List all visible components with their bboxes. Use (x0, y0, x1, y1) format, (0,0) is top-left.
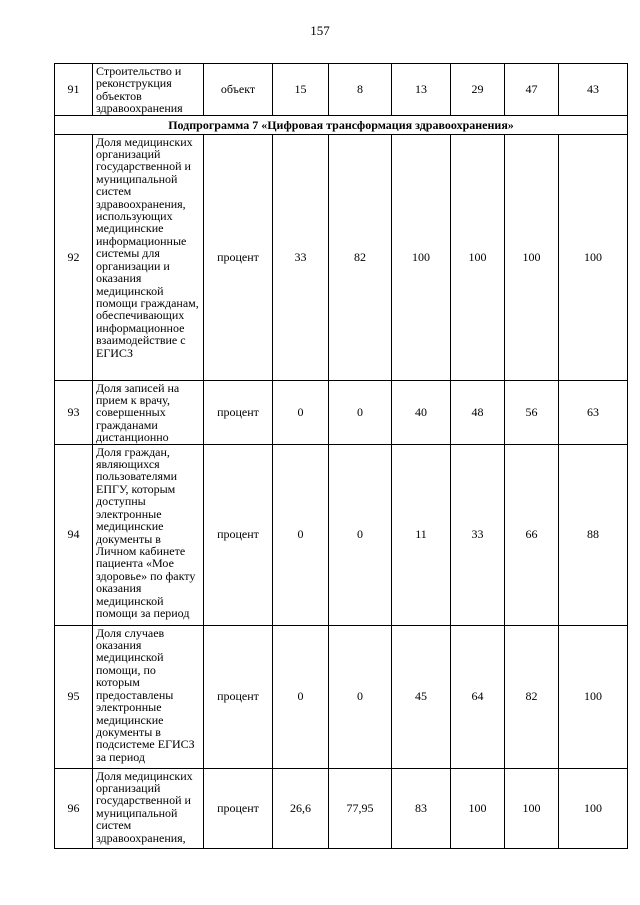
value-cell: 13 (392, 64, 451, 116)
value-cell: 100 (505, 134, 559, 380)
row-number: 94 (55, 444, 93, 625)
value-cell: 100 (451, 768, 505, 848)
value-cell: 82 (505, 625, 559, 768)
value-cell: 0 (273, 625, 329, 768)
value-cell: 0 (329, 380, 392, 444)
value-cell: 45 (392, 625, 451, 768)
table-row (55, 380, 628, 444)
value-cell: 77,95 (329, 768, 392, 848)
value-cell: 100 (559, 134, 628, 380)
row-number: 93 (55, 380, 93, 444)
unit-cell: процент (204, 625, 273, 768)
unit-cell: процент (204, 444, 273, 625)
section-row (55, 115, 628, 134)
value-cell: 100 (392, 134, 451, 380)
value-cell: 100 (559, 768, 628, 848)
value-cell: 33 (273, 134, 329, 380)
value-cell: 66 (505, 444, 559, 625)
value-cell: 26,6 (273, 768, 329, 848)
value-cell: 40 (392, 380, 451, 444)
indicator-name: Доля граждан, являющихся пользователями ЕПГУ, которым доступны электронные медицинские документы в Личном кабинете пациента «Мое здоровье» по факту оказания медицинской помощи за период (93, 444, 204, 625)
indicator-name: Строительство и реконструкция объектов здравоохранения (93, 64, 204, 116)
indicator-name: Доля записей на прием к врачу, совершенных гражданами дистанционно (93, 380, 204, 444)
table-row (55, 768, 628, 848)
value-cell: 11 (392, 444, 451, 625)
table-row (55, 64, 628, 116)
value-cell: 0 (329, 625, 392, 768)
value-cell: 47 (505, 64, 559, 116)
value-cell: 83 (392, 768, 451, 848)
unit-cell: процент (204, 380, 273, 444)
row-number: 96 (55, 768, 93, 848)
unit-cell: процент (204, 134, 273, 380)
indicator-name: Доля медицинских организаций государственной и муниципальной систем здравоохранения, (93, 768, 204, 848)
value-cell: 64 (451, 625, 505, 768)
value-cell: 8 (329, 64, 392, 116)
value-cell: 29 (451, 64, 505, 116)
value-cell: 43 (559, 64, 628, 116)
row-number: 92 (55, 134, 93, 380)
value-cell: 0 (273, 380, 329, 444)
value-cell: 0 (273, 444, 329, 625)
value-cell: 88 (559, 444, 628, 625)
indicator-name: Доля случаев оказания медицинской помощи, по которым предоставлены электронные медицинские документы в подсистеме ЕГИСЗ за период (93, 625, 204, 768)
value-cell: 15 (273, 64, 329, 116)
value-cell: 56 (505, 380, 559, 444)
value-cell: 100 (505, 768, 559, 848)
table-row (55, 625, 628, 768)
unit-cell: процент (204, 768, 273, 848)
value-cell: 100 (451, 134, 505, 380)
table-row (55, 444, 628, 625)
row-number: 95 (55, 625, 93, 768)
row-number: 91 (55, 64, 93, 116)
page-number: 157 (310, 23, 330, 38)
table-row (55, 134, 628, 380)
value-cell: 100 (559, 625, 628, 768)
value-cell: 33 (451, 444, 505, 625)
unit-cell: объект (204, 64, 273, 116)
section-title: Подпрограмма 7 «Цифровая трансформация здравоохранения» (55, 115, 628, 134)
indicator-name: Доля медицинских организаций государственной и муниципальной систем здравоохранения, использующих медицинские информационные системы для организации и оказания медицинской помощи гражданам, обеспечивающих информационное взаимодействие с ЕГИСЗ (93, 134, 204, 380)
value-cell: 48 (451, 380, 505, 444)
value-cell: 63 (559, 380, 628, 444)
value-cell: 82 (329, 134, 392, 380)
indicators-table (54, 63, 628, 849)
value-cell: 0 (329, 444, 392, 625)
